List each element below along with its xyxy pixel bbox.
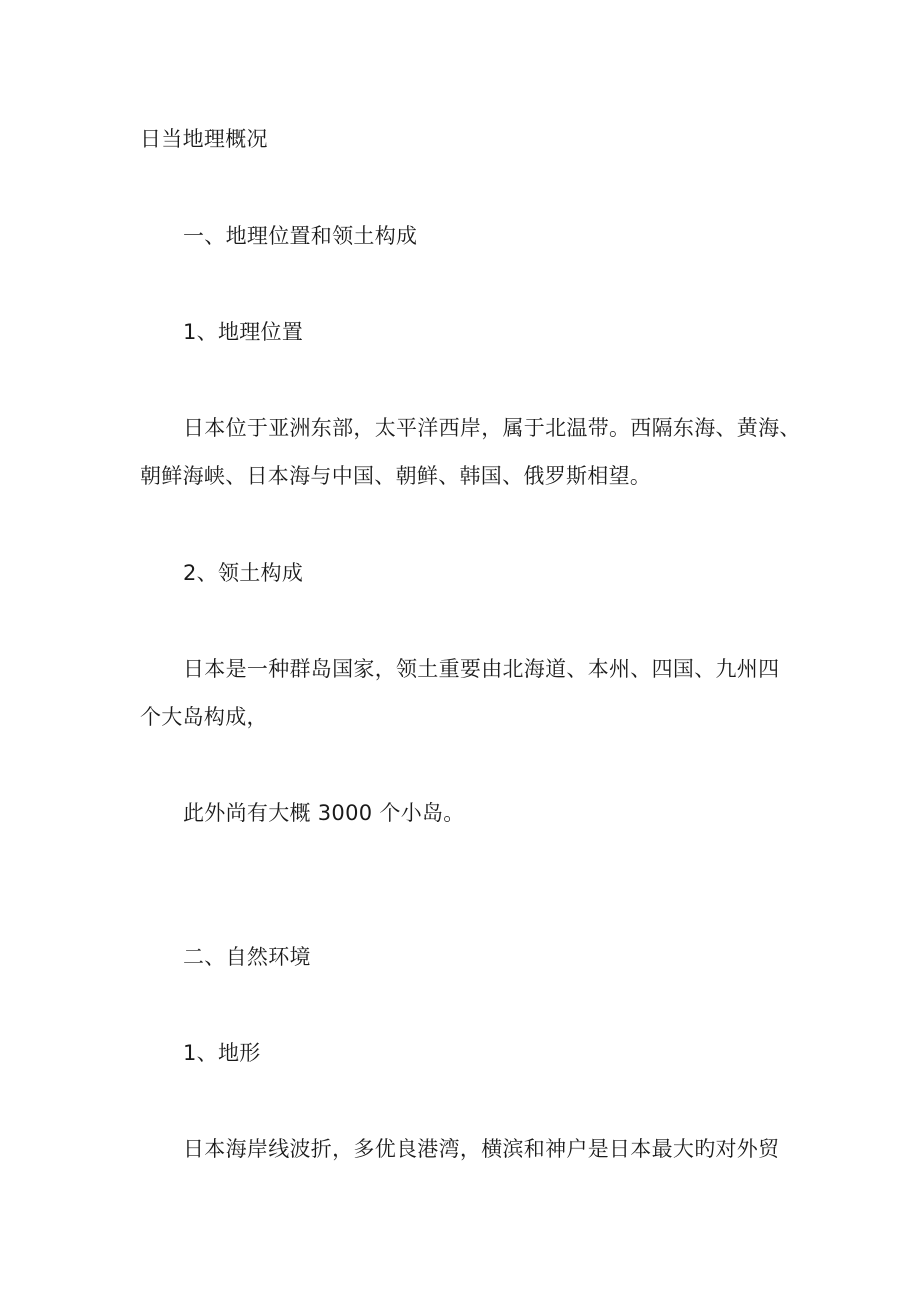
paragraph-location-line-1: 日本位于亚洲东部，太平洋西岸，属于北温带。西隔东海、黄海、 [183, 416, 801, 440]
paragraph-terrain-line-1: 日本海岸线波折，多优良港湾，横滨和神户是日本最大旳对外贸 [183, 1137, 780, 1161]
subsection-heading-terrain: 1、地形 [183, 1041, 261, 1065]
paragraph-territory-line-1: 日本是一种群岛国家，领土重要由北海道、本州、四国、九州四 [183, 657, 780, 681]
document-title: 日当地理概况 [140, 127, 268, 151]
section-heading-location-territory: 一、地理位置和领土构成 [183, 224, 418, 248]
subsection-heading-location: 1、地理位置 [183, 320, 304, 344]
section-heading-natural-environment: 二、自然环境 [183, 945, 311, 969]
subsection-heading-territory: 2、领土构成 [183, 561, 304, 585]
paragraph-small-islands: 此外尚有大概 3000 个小岛。 [183, 801, 465, 825]
paragraph-location-line-2: 朝鲜海峡、日本海与中国、朝鲜、韩国、俄罗斯相望。 [140, 464, 652, 488]
paragraph-territory-line-2: 个大岛构成， [140, 705, 268, 729]
